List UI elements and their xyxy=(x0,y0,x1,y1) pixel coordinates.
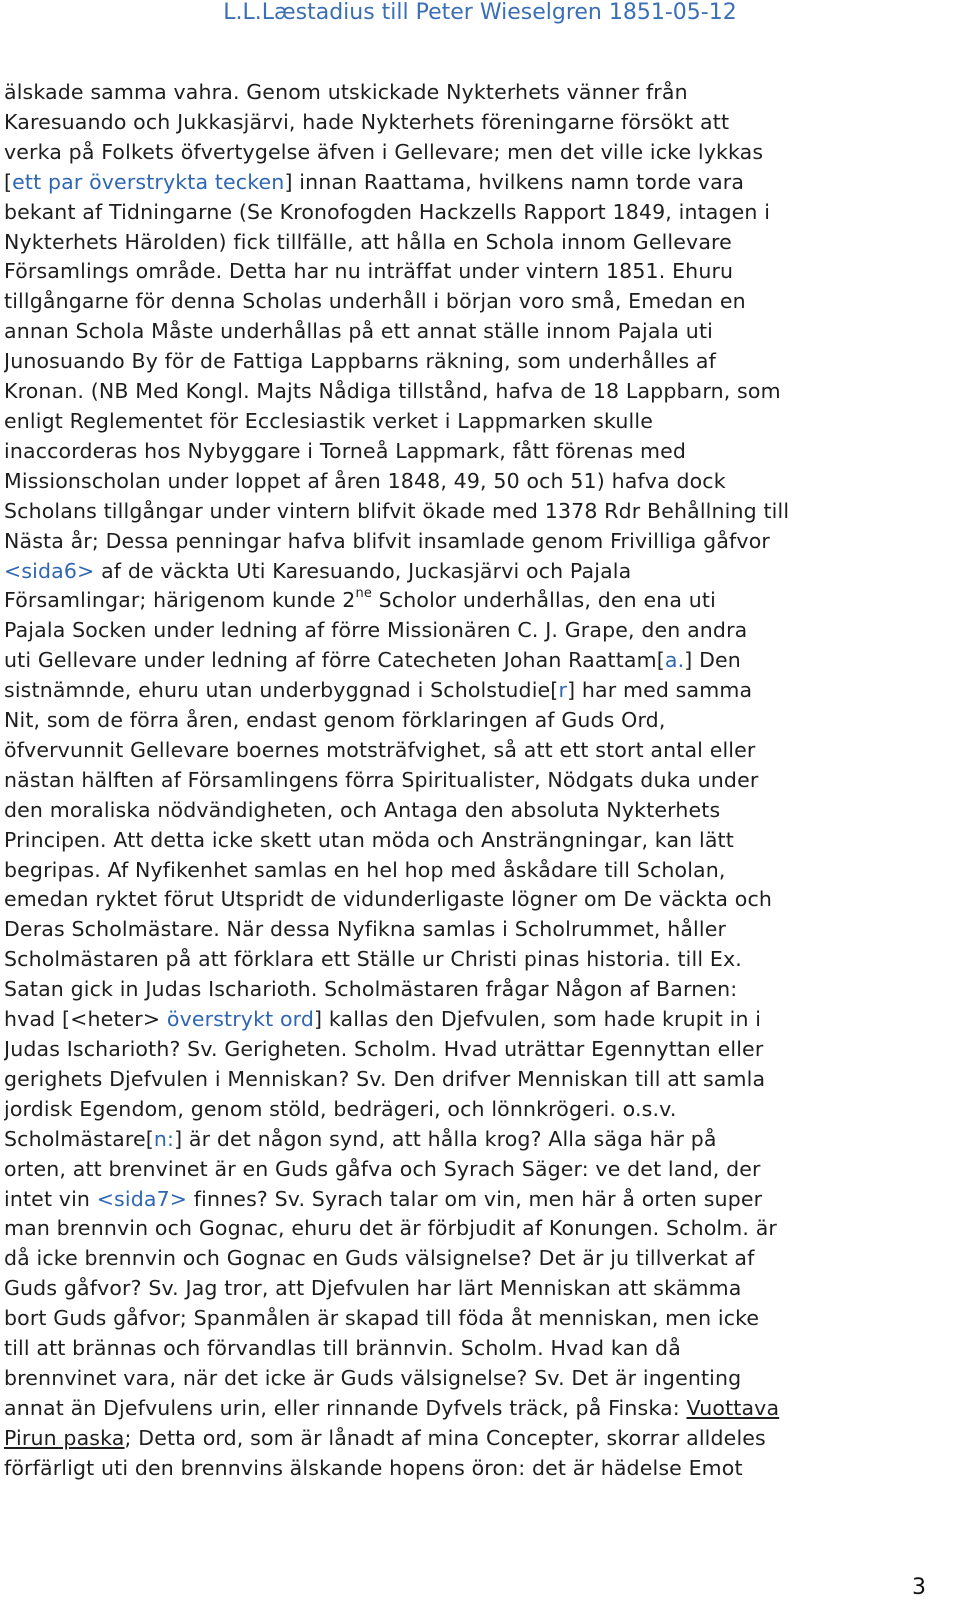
text-line xyxy=(4,257,954,287)
text-segment: Karesuando och Jukkasjärvi, hade Nykterhets föreningarne försökt att xyxy=(4,109,730,134)
text-line xyxy=(4,1394,954,1424)
text-line xyxy=(4,198,954,228)
letter-body xyxy=(4,78,954,1484)
text-line xyxy=(4,228,954,258)
text-segment: Scholans tillgångar under vintern blifvit ökade med 1378 Rdr Behållning till xyxy=(4,498,790,523)
text-line xyxy=(4,975,954,1005)
text-line xyxy=(4,1095,954,1125)
text-line xyxy=(4,347,954,377)
text-segment: gerighets Djefvulen i Menniskan? Sv. Den drifver Menniskan till att samla xyxy=(4,1066,766,1091)
text-line xyxy=(4,1065,954,1095)
text-segment: begripas. Af Nyfikenhet samlas en hel hop med åskådare till Scholan, xyxy=(4,857,726,882)
text-line xyxy=(4,1304,954,1334)
text-line xyxy=(4,1214,954,1244)
text-segment: uti Gellevare under ledning af förre Catecheten Johan Raattam[ xyxy=(4,648,665,673)
text-segment: verka på Folkets öfvertygelse äfven i Gellevare; men det ville icke lykkas xyxy=(4,139,764,164)
text-line xyxy=(4,766,954,796)
text-line xyxy=(4,826,954,856)
text-segment: tillgångarne för denna Scholas underhåll i början voro små, Emedan en xyxy=(4,289,746,314)
text-segment: ] innan Raattama, hvilkens namn torde vara xyxy=(284,169,745,194)
text-line xyxy=(4,856,954,886)
text-segment: man brennvin och Gognac, ehuru det är förbjudit af Konungen. Scholm. är xyxy=(4,1216,778,1241)
text-segment: Guds gåfvor? Sv. Jag tror, att Djefvulen har lärt Menniskan att skämma xyxy=(4,1276,742,1301)
text-segment: ] Den xyxy=(684,648,741,673)
text-segment: enligt Reglementet för Ecclesiastik verket i Lappmarken skulle xyxy=(4,408,653,433)
text-line xyxy=(4,497,954,527)
text-segment: Kronan. (NB Med Kongl. Majts Nådiga tillstånd, hafva de 18 Lappbarn, som xyxy=(4,379,781,404)
text-segment: Nykterhets Härolden) fick tillfälle, att hålla en Schola innom Gellevare xyxy=(4,229,732,254)
text-line xyxy=(4,945,954,975)
text-line xyxy=(4,377,954,407)
text-segment: ] har med samma xyxy=(567,678,753,703)
text-segment: Junosuando By för de Fattiga Lappbarns räkning, som underhålles af xyxy=(4,349,717,374)
text-segment: af de väckta Uti Karesuando, Juckasjärvi och Pajala xyxy=(94,558,632,583)
text-line xyxy=(4,317,954,347)
text-line xyxy=(4,287,954,317)
text-line xyxy=(4,1185,954,1215)
text-line xyxy=(4,1244,954,1274)
text-segment: finnes? Sv. Syrach talar om vin, men här å orten super xyxy=(187,1186,763,1211)
text-segment: bort Guds gåfvor; Spanmålen är skapad till föda åt menniskan, men icke xyxy=(4,1306,760,1331)
text-segment: till att brännas och förvandlas till brännvin. Scholm. Hvad kan då xyxy=(4,1336,681,1361)
text-segment: emedan ryktet förut Utspridt de vidunderligaste lögner om De väckta och xyxy=(4,887,773,912)
text-line xyxy=(4,586,954,616)
text-segment: Judas Ischarioth? Sv. Gerigheten. Scholm. Hvad uträttar Egennyttan eller xyxy=(4,1037,764,1061)
text-line xyxy=(4,1125,954,1155)
text-segment: orten, att brenvinet är en Guds gåfva och Syrach Säger: ve det land, der xyxy=(4,1156,761,1181)
text-segment: intet vin xyxy=(4,1186,97,1211)
text-segment: ] kallas den Djefvulen, som hade krupit in i xyxy=(314,1007,762,1032)
text-segment: Deras Scholmästare. När dessa Nyfikna samlas i Scholrummet, håller xyxy=(4,917,727,942)
text-line xyxy=(4,796,954,826)
superscript-text: ne xyxy=(355,586,372,602)
text-segment: bekant af Tidningarne (Se Kronofogden Hackzells Rapport 1849, intagen i xyxy=(4,199,771,224)
text-line xyxy=(4,108,954,138)
text-line xyxy=(4,557,954,587)
text-line xyxy=(4,915,954,945)
text-segment: ; Detta ord, som är lånadt af mina Concepter, skorrar alldeles xyxy=(124,1425,766,1450)
text-segment: annat än Djefvulens urin, eller rinnande Dyfvels träck, på Finska: xyxy=(4,1395,687,1420)
text-line xyxy=(4,885,954,915)
text-line xyxy=(4,1454,954,1484)
text-segment: Nästa år; Dessa penningar hafva blifvit insamlade genom Frivilliga gåfvor xyxy=(4,528,770,553)
page-number: 3 xyxy=(912,1575,926,1600)
text-line xyxy=(4,138,954,168)
text-line xyxy=(4,706,954,736)
text-line xyxy=(4,736,954,766)
text-segment: då icke brennvin och Gognac en Guds välsignelse? Det är ju tillverkat af xyxy=(4,1246,755,1271)
page-title: L.L.Læstadius till Peter Wieselgren 1851-05-12 xyxy=(223,0,737,25)
underlined-text: Vuottava xyxy=(686,1395,780,1420)
text-line xyxy=(4,1424,954,1454)
text-segment: öfvervunnit Gellevare boernes motsträfvighet, så att ett stort antal eller xyxy=(4,737,756,762)
text-line xyxy=(4,1005,954,1035)
text-segment: ] är det någon synd, att hålla krog? Alla säga här på xyxy=(174,1126,717,1151)
text-segment: Församlings område. Detta har nu inträffat under vintern 1851. Ehuru xyxy=(4,259,734,284)
editorial-annotation: <sida6> xyxy=(4,558,95,583)
text-segment: Församlingar; härigenom kunde 2 xyxy=(4,588,356,613)
text-line xyxy=(4,616,954,646)
text-line xyxy=(4,168,954,198)
text-segment: [ xyxy=(4,169,13,194)
editorial-annotation: ett par överstrykta tecken xyxy=(12,169,285,194)
text-segment: Satan gick in Judas Ischarioth. Scholmästaren frågar Någon af Barnen: xyxy=(4,977,738,1002)
editorial-annotation: n: xyxy=(153,1126,175,1151)
text-segment: nästan hälften af Församlingens förra Spiritualister, Nödgats duka under xyxy=(4,767,759,792)
page-header xyxy=(0,0,960,26)
text-segment: Pajala Socken under ledning af förre Missionären C. J. Grape, den andra xyxy=(4,618,748,643)
text-line xyxy=(4,1364,954,1394)
text-segment: brennvinet vara, när det icke är Guds välsignelse? Sv. Det är ingenting xyxy=(4,1365,742,1390)
text-line xyxy=(4,1334,954,1364)
text-segment: Scholmästaren på att förklara ett Ställe ur Christi pinas historia. till Ex. xyxy=(4,947,742,972)
editorial-annotation: överstrykt ord xyxy=(166,1007,315,1032)
text-line xyxy=(4,676,954,706)
editorial-annotation: <sida7> xyxy=(96,1186,188,1211)
text-segment: inaccorderas hos Nybyggare i Torneå Lappmark, fått förenas med xyxy=(4,438,687,463)
text-segment: Scholmästare[ xyxy=(4,1126,154,1151)
text-segment: förfärligt uti den brennvins älskande hopens öron: det är hädelse Emot xyxy=(4,1455,743,1480)
text-segment: annan Schola Måste underhållas på ett annat ställe innom Pajala uti xyxy=(4,319,713,344)
text-line xyxy=(4,78,954,108)
text-line xyxy=(4,646,954,676)
text-segment: Nit, som de förra åren, endast genom förklaringen af Guds Ord, xyxy=(4,708,666,733)
text-line xyxy=(4,1155,954,1185)
text-line xyxy=(4,467,954,497)
underlined-text: Pirun paska xyxy=(4,1425,125,1450)
text-segment: älskade samma vahra. Genom utskickade Nykterhets vänner från xyxy=(4,80,688,104)
text-line xyxy=(4,407,954,437)
text-segment: Scholor underhållas, den ena uti xyxy=(372,588,716,613)
text-segment: Missionscholan under loppet af åren 1848, 49, 50 och 51) hafva dock xyxy=(4,468,726,493)
editorial-annotation: r xyxy=(558,678,568,703)
text-segment: hvad [<heter> xyxy=(4,1007,167,1032)
text-line xyxy=(4,1274,954,1304)
text-line xyxy=(4,1035,954,1065)
text-line xyxy=(4,527,954,557)
text-segment: jordisk Egendom, genom stöld, bedrägeri, och lönnkrögeri. o.s.v. xyxy=(4,1096,677,1121)
text-segment: den moraliska nödvändigheten, och Antaga den absoluta Nykterhets xyxy=(4,797,721,822)
text-line xyxy=(4,437,954,467)
editorial-annotation: a. xyxy=(664,648,685,673)
text-segment: sistnämnde, ehuru utan underbyggnad i Scholstudie[ xyxy=(4,678,559,703)
text-segment: Principen. Att detta icke skett utan möda och Ansträngningar, kan lätt xyxy=(4,827,734,852)
